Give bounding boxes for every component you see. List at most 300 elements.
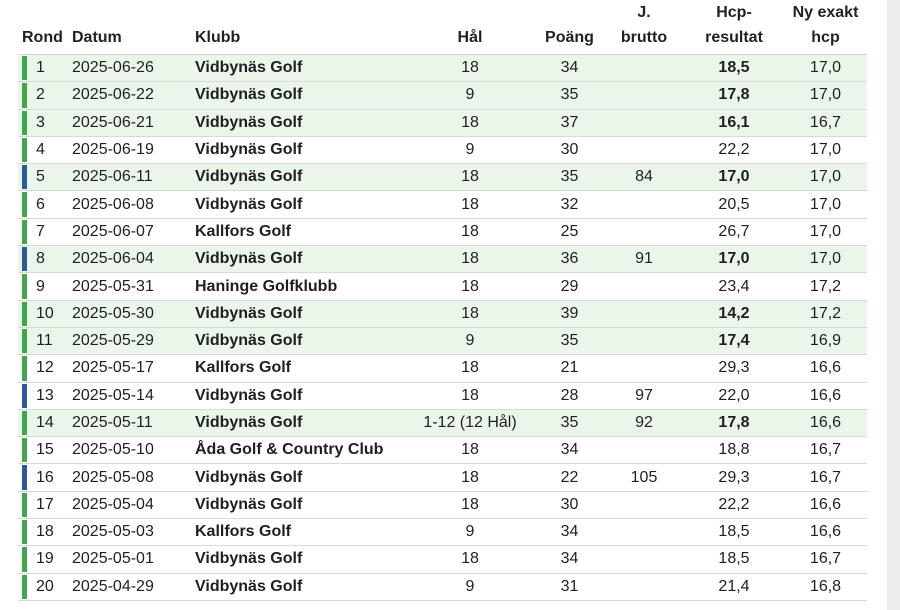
cell-hcp-resultat	[684, 409, 784, 436]
cell-datum-value: 2025-05-01	[72, 550, 154, 568]
cell-klubb-value: Vidbynäs Golf	[195, 332, 303, 350]
cell-rond-value: 16	[36, 468, 54, 486]
cell-hcp-resultat-value: 14,2	[718, 304, 750, 322]
cell-ny-exakt-hcp-value: 16,6	[809, 414, 842, 431]
cell-hal	[405, 164, 535, 191]
cell-datum-value: 2025-06-04	[72, 250, 154, 268]
cell-ny-exakt-hcp-value: 17,0	[809, 86, 842, 104]
cell-hal-value: 9	[465, 86, 475, 104]
cell-hal	[405, 327, 535, 354]
cell-hcp-resultat	[684, 136, 784, 163]
table-row[interactable]	[18, 300, 867, 327]
table-row[interactable]	[18, 382, 867, 409]
cell-ny-exakt-hcp	[784, 519, 867, 546]
cell-poang	[535, 273, 604, 300]
cell-datum	[72, 273, 195, 300]
cell-hal-value: 18	[461, 304, 479, 322]
col-hal-label: Hål	[457, 29, 483, 46]
cell-hal-value: 18	[461, 386, 479, 404]
cell-klubb	[195, 273, 405, 300]
cell-poang-value: 21	[560, 359, 579, 377]
cell-ny-exakt-hcp-value: 17,0	[809, 222, 842, 240]
cell-brutto	[604, 519, 684, 546]
cell-klubb	[195, 109, 405, 136]
col-hcp-label-line1: Hcp-	[716, 4, 752, 21]
table-row[interactable]	[18, 273, 867, 300]
cell-rond-value: 1	[36, 59, 45, 77]
cell-brutto	[604, 55, 684, 82]
cell-hal	[405, 55, 535, 82]
cell-ny-exakt-hcp	[784, 573, 867, 600]
table-row[interactable]	[18, 218, 867, 245]
cell-datum	[72, 519, 195, 546]
cell-rond-value: 17	[36, 495, 54, 513]
cell-klubb	[195, 136, 405, 163]
cell-datum-value: 2025-05-31	[72, 277, 154, 295]
cell-hcp-resultat	[684, 519, 784, 546]
cell-klubb	[195, 355, 405, 382]
cell-hal-value: 18	[461, 359, 479, 377]
cell-klubb-value: Haninge Golfklubb	[195, 277, 338, 295]
cell-ny-exakt-hcp-value: 16,6	[809, 359, 842, 377]
cell-klubb-value: Vidbynäs Golf	[195, 141, 303, 159]
cell-rond	[18, 546, 72, 573]
cell-hal	[405, 546, 535, 573]
cell-hal	[405, 573, 535, 600]
cell-hcp-resultat-value: 16,1	[718, 113, 750, 131]
cell-hal	[405, 82, 535, 109]
cell-hcp-resultat-value: 17,8	[718, 86, 750, 104]
cell-poang-value: 34	[560, 441, 579, 459]
cell-ny-exakt-hcp	[784, 55, 867, 82]
cell-rond-value: 13	[36, 386, 54, 404]
col-hcp-label-line2: resultat	[705, 29, 763, 46]
cell-datum	[72, 546, 195, 573]
cell-poang	[535, 437, 604, 464]
cell-rond-value: 2	[36, 86, 45, 104]
round-type-marker	[22, 493, 27, 517]
round-type-marker	[22, 520, 27, 544]
cell-poang-value: 22	[560, 468, 579, 486]
cell-ny-exakt-hcp-value: 17,0	[809, 195, 842, 213]
cell-klubb	[195, 191, 405, 218]
table-row[interactable]	[18, 82, 867, 109]
cell-poang-value: 39	[560, 304, 579, 322]
cell-hcp-resultat-value: 17,0	[718, 168, 750, 186]
cell-rond-value: 9	[36, 277, 45, 295]
cell-hcp-resultat-value: 26,7	[718, 222, 750, 240]
cell-brutto	[604, 573, 684, 600]
cell-ny-exakt-hcp-value: 16,6	[809, 523, 842, 541]
cell-klubb-value: Vidbynäs Golf	[195, 495, 303, 513]
cell-rond-value: 20	[36, 577, 54, 595]
cell-hal	[405, 409, 535, 436]
cell-poang	[535, 136, 604, 163]
cell-hcp-resultat	[684, 437, 784, 464]
cell-hcp-resultat	[684, 55, 784, 82]
cell-hal	[405, 382, 535, 409]
cell-datum	[72, 382, 195, 409]
cell-datum-value: 2025-05-08	[72, 468, 154, 486]
cell-rond-value: 10	[36, 304, 54, 322]
cell-hcp-resultat-value: 29,3	[718, 359, 750, 377]
cell-ny-exakt-hcp	[784, 136, 867, 163]
table-row[interactable]	[18, 355, 867, 382]
cell-datum-value: 2025-05-04	[72, 495, 154, 513]
cell-ny-exakt-hcp	[784, 109, 867, 136]
cell-klubb	[195, 409, 405, 436]
cell-klubb	[195, 546, 405, 573]
cell-brutto	[604, 300, 684, 327]
cell-hal-value: 18	[461, 195, 479, 213]
cell-datum-value: 2025-04-29	[72, 577, 154, 595]
cell-rond	[18, 573, 72, 600]
cell-hal-value: 18	[461, 250, 479, 268]
cell-datum-value: 2025-05-29	[72, 332, 154, 350]
cell-poang	[535, 109, 604, 136]
cell-rond	[18, 191, 72, 218]
cell-ny-exakt-hcp-value: 16,9	[809, 332, 842, 350]
cell-brutto	[604, 491, 684, 518]
round-type-marker	[22, 438, 27, 462]
table-row[interactable]	[18, 191, 867, 218]
cell-brutto	[604, 327, 684, 354]
header-row	[18, 0, 867, 55]
cell-klubb	[195, 382, 405, 409]
table-row[interactable]	[18, 327, 867, 354]
table-row[interactable]	[18, 55, 867, 82]
cell-hal	[405, 300, 535, 327]
col-ny-label-line1: Ny exakt	[792, 4, 859, 21]
cell-poang-value: 30	[560, 141, 579, 159]
cell-hal	[405, 246, 535, 273]
cell-ny-exakt-hcp	[784, 382, 867, 409]
cell-ny-exakt-hcp-value: 16,6	[809, 386, 842, 404]
cell-rond	[18, 491, 72, 518]
cell-hal	[405, 136, 535, 163]
col-datum-label: Datum	[72, 29, 122, 46]
table-row[interactable]	[18, 246, 867, 273]
cell-hcp-resultat	[684, 191, 784, 218]
cell-klubb-value: Kallfors Golf	[195, 523, 292, 541]
col-brutto[interactable]	[604, 0, 684, 55]
cell-poang-value: 29	[560, 277, 579, 295]
cell-poang-value: 34	[560, 550, 579, 568]
cell-rond-value: 8	[36, 250, 45, 268]
cell-brutto-value: 105	[630, 468, 658, 486]
cell-hal-value: 18	[461, 59, 479, 77]
cell-klubb-value: Vidbynäs Golf	[195, 168, 303, 186]
cell-hal	[405, 273, 535, 300]
col-poang-label: Poäng	[545, 29, 594, 46]
cell-hcp-resultat-value: 23,4	[718, 277, 750, 295]
cell-klubb	[195, 218, 405, 245]
table-row[interactable]	[18, 409, 867, 436]
cell-rond-value: 7	[36, 222, 45, 240]
cell-klubb	[195, 573, 405, 600]
cell-ny-exakt-hcp	[784, 546, 867, 573]
cell-poang-value: 35	[560, 332, 579, 350]
cell-rond-value: 5	[36, 168, 45, 186]
cell-ny-exakt-hcp	[784, 355, 867, 382]
cell-rond	[18, 327, 72, 354]
cell-brutto	[604, 437, 684, 464]
cell-hcp-resultat-value: 21,4	[718, 577, 750, 595]
table-row[interactable]	[18, 164, 867, 191]
cell-ny-exakt-hcp	[784, 300, 867, 327]
cell-klubb	[195, 55, 405, 82]
cell-hcp-resultat-value: 18,5	[718, 550, 750, 568]
cell-hcp-resultat-value: 17,4	[718, 332, 750, 350]
cell-rond	[18, 82, 72, 109]
cell-brutto-value: 92	[635, 414, 653, 431]
cell-brutto	[604, 82, 684, 109]
cell-hal-value: 18	[461, 550, 479, 568]
cell-poang	[535, 519, 604, 546]
cell-datum	[72, 191, 195, 218]
cell-datum-value: 2025-06-08	[72, 195, 154, 213]
cell-hcp-resultat-value: 29,3	[718, 468, 750, 486]
cell-hal-value: 9	[465, 523, 475, 541]
cell-hal-value: 18	[461, 222, 479, 240]
cell-hcp-resultat	[684, 246, 784, 273]
cell-datum-value: 2025-06-11	[72, 168, 153, 186]
cell-brutto	[604, 355, 684, 382]
cell-datum-value: 2025-05-17	[72, 359, 154, 377]
cell-ny-exakt-hcp	[784, 273, 867, 300]
cell-hal-value: 1-12 (12 Hål)	[423, 414, 517, 431]
cell-hcp-resultat	[684, 164, 784, 191]
cell-datum	[72, 55, 195, 82]
col-rond-label: Rond	[22, 29, 63, 46]
scrollbar-track[interactable]	[887, 0, 900, 610]
cell-ny-exakt-hcp	[784, 164, 867, 191]
cell-klubb	[195, 246, 405, 273]
cell-poang	[535, 218, 604, 245]
cell-datum	[72, 109, 195, 136]
cell-hal	[405, 355, 535, 382]
col-poang[interactable]	[535, 0, 604, 55]
table-row[interactable]	[18, 464, 867, 491]
cell-datum-value: 2025-05-10	[72, 441, 154, 459]
cell-hal	[405, 519, 535, 546]
table-row[interactable]	[18, 437, 867, 464]
cell-ny-exakt-hcp-value: 16,6	[809, 495, 842, 513]
cell-rond	[18, 382, 72, 409]
cell-hal-value: 18	[461, 113, 479, 131]
cell-hal-value: 9	[465, 577, 475, 595]
cell-brutto	[604, 246, 684, 273]
cell-poang	[535, 573, 604, 600]
cell-ny-exakt-hcp-value: 16,7	[809, 550, 842, 568]
cell-rond-value: 18	[36, 523, 54, 541]
cell-brutto	[604, 464, 684, 491]
cell-ny-exakt-hcp	[784, 327, 867, 354]
cell-ny-exakt-hcp-value: 17,2	[809, 304, 842, 322]
cell-brutto	[604, 136, 684, 163]
cell-poang	[535, 164, 604, 191]
cell-hal-value: 18	[461, 168, 479, 186]
cell-ny-exakt-hcp-value: 16,8	[809, 577, 842, 595]
cell-brutto	[604, 273, 684, 300]
col-hcp-resultat[interactable]	[684, 0, 784, 55]
cell-poang	[535, 191, 604, 218]
round-type-marker	[22, 465, 27, 489]
cell-hal-value: 9	[465, 141, 475, 159]
cell-klubb-value: Vidbynäs Golf	[195, 195, 303, 213]
cell-brutto	[604, 164, 684, 191]
table-row[interactable]	[18, 109, 867, 136]
cell-ny-exakt-hcp-value: 16,7	[809, 441, 842, 459]
cell-rond	[18, 300, 72, 327]
cell-klubb-value: Vidbynäs Golf	[195, 59, 303, 77]
table-row[interactable]	[18, 491, 867, 518]
cell-datum	[72, 164, 195, 191]
col-ny-label-line2: hcp	[811, 29, 840, 46]
table-row[interactable]	[18, 136, 867, 163]
round-type-marker	[22, 138, 27, 162]
round-type-marker	[22, 329, 27, 353]
cell-hal	[405, 437, 535, 464]
cell-datum-value: 2025-05-11	[72, 414, 153, 431]
cell-hcp-resultat-value: 22,2	[718, 495, 750, 513]
round-type-marker	[22, 165, 27, 189]
cell-poang-value: 35	[560, 86, 579, 104]
cell-hal-value: 18	[461, 277, 479, 295]
rounds-table	[18, 0, 867, 601]
table-row[interactable]	[18, 546, 867, 573]
cell-rond	[18, 409, 72, 436]
cell-datum	[72, 491, 195, 518]
cell-poang-value: 31	[560, 577, 579, 595]
cell-ny-exakt-hcp-value: 17,0	[809, 250, 842, 268]
cell-rond	[18, 164, 72, 191]
cell-klubb	[195, 519, 405, 546]
col-rond[interactable]	[18, 0, 72, 55]
cell-klubb-value: Åda Golf & Country Club	[195, 441, 384, 459]
cell-rond	[18, 109, 72, 136]
cell-poang-value: 34	[560, 59, 579, 77]
cell-klubb	[195, 491, 405, 518]
cell-datum	[72, 327, 195, 354]
cell-datum	[72, 573, 195, 600]
cell-poang-value: 35	[560, 168, 579, 186]
cell-klubb	[195, 82, 405, 109]
cell-ny-exakt-hcp	[784, 437, 867, 464]
cell-datum-value: 2025-06-19	[72, 141, 154, 159]
cell-brutto	[604, 109, 684, 136]
round-type-marker	[22, 302, 27, 326]
cell-poang	[535, 546, 604, 573]
round-type-marker	[22, 192, 27, 216]
cell-klubb-value: Kallfors Golf	[195, 222, 292, 240]
cell-brutto-value: 84	[635, 168, 653, 186]
cell-ny-exakt-hcp-value: 16,7	[809, 468, 842, 486]
cell-datum-value: 2025-06-22	[72, 86, 154, 104]
cell-brutto	[604, 218, 684, 245]
cell-ny-exakt-hcp	[784, 218, 867, 245]
cell-hcp-resultat	[684, 382, 784, 409]
cell-hcp-resultat	[684, 327, 784, 354]
cell-hcp-resultat-value: 18,5	[718, 523, 750, 541]
cell-ny-exakt-hcp-value: 17,2	[809, 277, 842, 295]
cell-rond-value: 15	[36, 441, 54, 459]
cell-datum-value: 2025-06-26	[72, 59, 154, 77]
col-klubb[interactable]	[195, 0, 405, 55]
cell-ny-exakt-hcp	[784, 82, 867, 109]
cell-datum	[72, 136, 195, 163]
cell-klubb-value: Vidbynäs Golf	[195, 414, 303, 431]
cell-rond-value: 3	[36, 113, 45, 131]
cell-hcp-resultat	[684, 82, 784, 109]
rounds-table-container	[18, 0, 863, 601]
cell-rond	[18, 246, 72, 273]
cell-ny-exakt-hcp	[784, 191, 867, 218]
cell-hal-value: 18	[461, 468, 479, 486]
cell-hal-value: 18	[461, 495, 479, 513]
col-datum[interactable]	[72, 0, 195, 55]
cell-rond	[18, 136, 72, 163]
cell-poang	[535, 464, 604, 491]
cell-klubb-value: Vidbynäs Golf	[195, 550, 303, 568]
cell-poang	[535, 55, 604, 82]
cell-hcp-resultat	[684, 273, 784, 300]
col-klubb-label: Klubb	[195, 29, 241, 46]
cell-datum-value: 2025-05-14	[72, 386, 154, 404]
cell-poang-value: 28	[560, 386, 579, 404]
col-ny-exakt-hcp[interactable]	[784, 0, 867, 55]
cell-datum-value: 2025-05-30	[72, 304, 154, 322]
cell-ny-exakt-hcp-value: 16,7	[809, 113, 842, 131]
table-body	[18, 55, 867, 601]
table-row[interactable]	[18, 519, 867, 546]
cell-hcp-resultat-value: 18,5	[718, 59, 750, 77]
cell-datum	[72, 409, 195, 436]
cell-rond-value: 11	[36, 332, 53, 350]
cell-poang-value: 36	[560, 250, 579, 268]
cell-poang-value: 32	[560, 195, 579, 213]
cell-poang	[535, 246, 604, 273]
cell-poang-value: 25	[560, 222, 579, 240]
cell-klubb	[195, 300, 405, 327]
cell-datum-value: 2025-05-03	[72, 523, 154, 541]
cell-klubb-value: Vidbynäs Golf	[195, 577, 303, 595]
cell-hcp-resultat-value: 20,5	[718, 195, 750, 213]
cell-hal	[405, 464, 535, 491]
col-brutto-label-line1: J.	[637, 4, 651, 21]
cell-rond-value: 19	[36, 550, 54, 568]
cell-datum	[72, 300, 195, 327]
table-row[interactable]	[18, 573, 867, 600]
cell-rond	[18, 437, 72, 464]
cell-datum-value: 2025-06-07	[72, 222, 154, 240]
cell-klubb	[195, 464, 405, 491]
cell-brutto	[604, 382, 684, 409]
cell-hal	[405, 191, 535, 218]
cell-hcp-resultat	[684, 300, 784, 327]
cell-poang	[535, 382, 604, 409]
cell-klubb	[195, 437, 405, 464]
cell-ny-exakt-hcp-value: 17,0	[809, 141, 842, 159]
cell-rond	[18, 464, 72, 491]
cell-hcp-resultat	[684, 464, 784, 491]
cell-datum	[72, 355, 195, 382]
col-hal[interactable]	[405, 0, 535, 55]
cell-hal-value: 9	[465, 332, 475, 350]
cell-poang	[535, 82, 604, 109]
cell-datum	[72, 82, 195, 109]
table-header	[18, 0, 867, 55]
